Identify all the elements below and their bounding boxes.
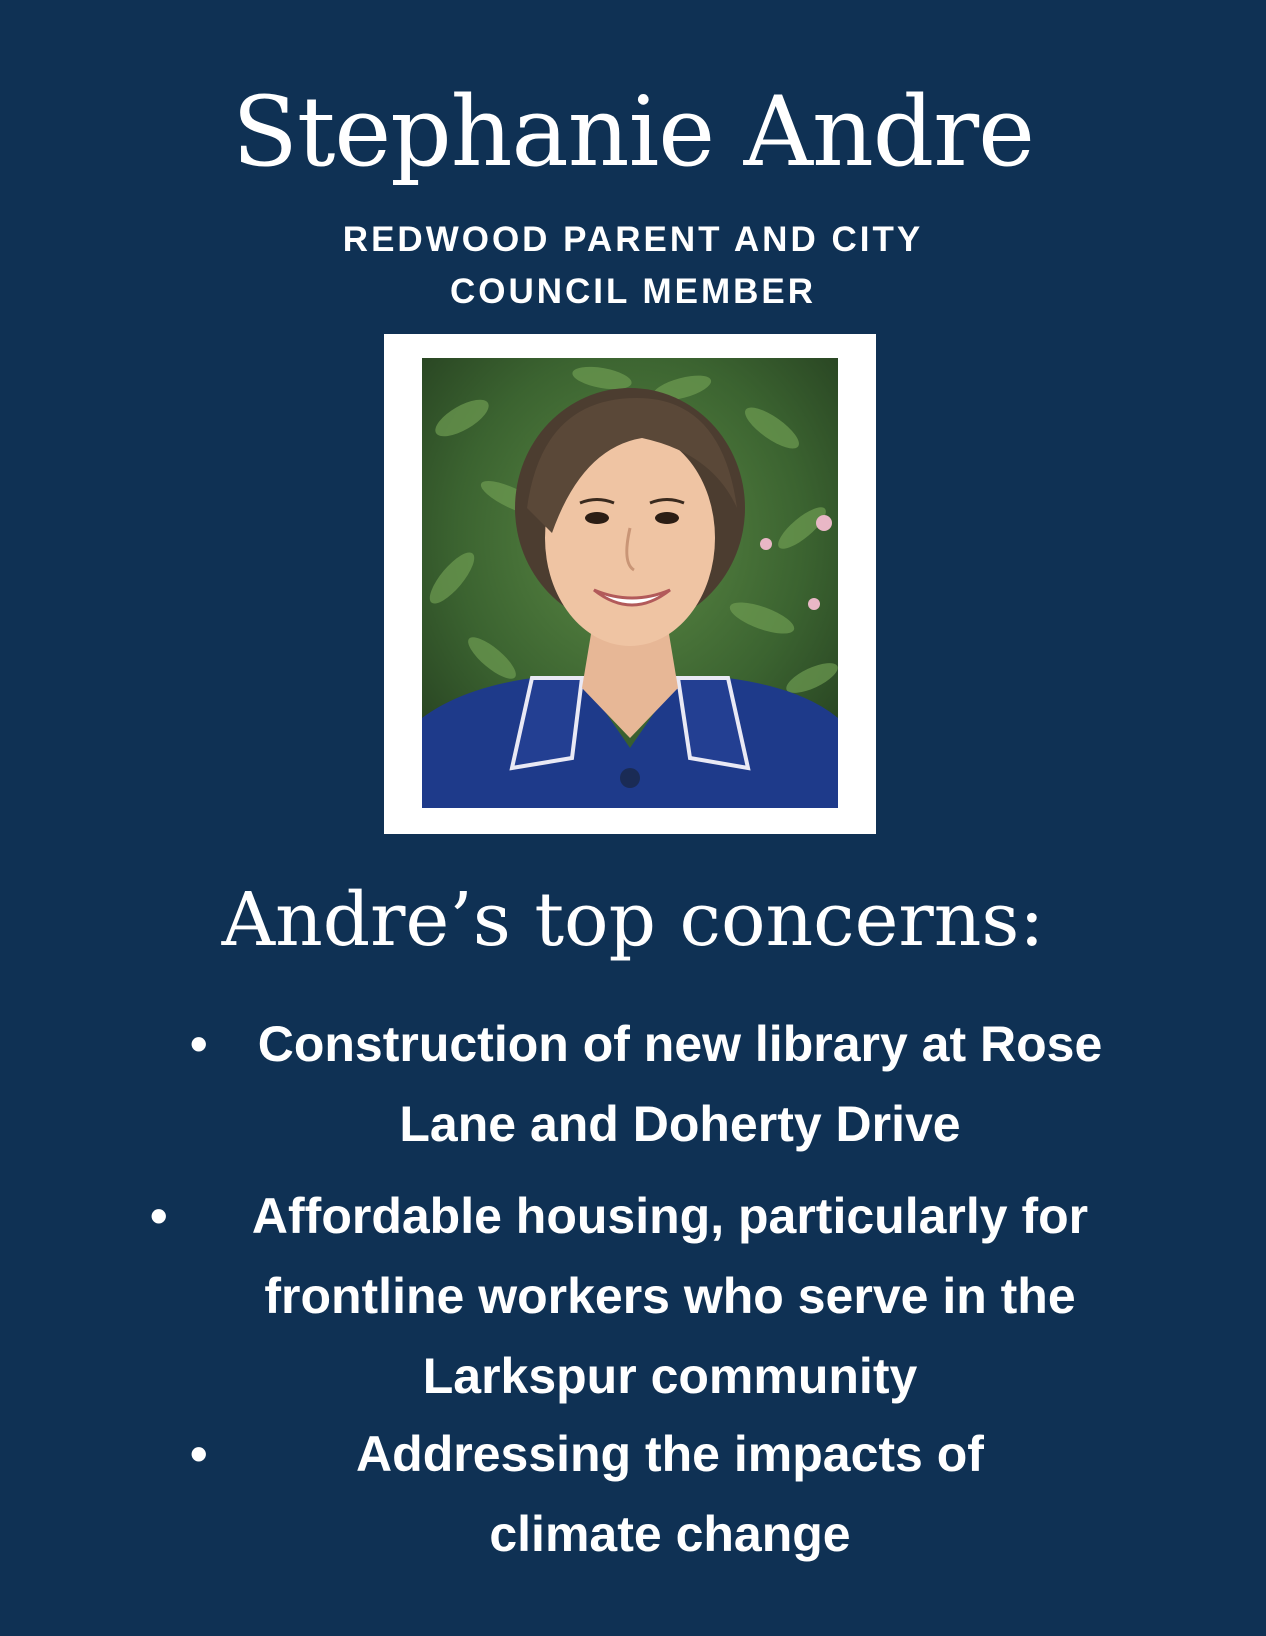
portrait-illustration	[422, 358, 838, 808]
concerns-heading: Andre’s top concerns:	[221, 877, 1045, 963]
portrait-frame	[384, 334, 876, 834]
bullet-marker: •	[190, 1016, 208, 1072]
concern-item: Affordable housing, particularly for frontline workers who serve in the Larkspur community	[251, 1188, 1089, 1404]
bullet-marker: •	[150, 1188, 168, 1244]
portrait-photo	[422, 358, 838, 808]
candidate-subtitle: REDWOOD PARENT AND CITY COUNCIL MEMBER	[342, 220, 924, 311]
bullet-marker: •	[190, 1426, 208, 1482]
concern-item: Construction of new library at Rose Lane and Doherty Drive	[257, 1016, 1103, 1152]
concern-item: Addressing the impacts of climate change	[356, 1426, 984, 1562]
candidate-name: Stephanie Andre	[232, 76, 1034, 188]
